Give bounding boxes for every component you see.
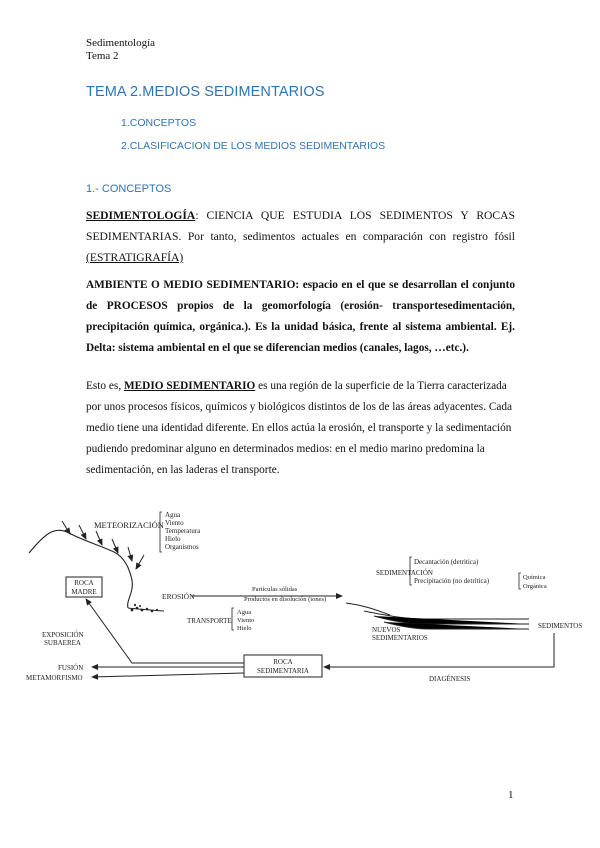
weather-agent: Temperatura [165,527,201,535]
toc-item-2: 2.CLASIFICACION DE LOS MEDIOS SEDIMENTARIOS [121,140,386,152]
label-sedimentacion: SEDIMENTACIÓN [376,569,433,577]
label-sedimentarios: SEDIMENTARIOS [372,634,428,642]
weather-agent: Organismos [165,543,199,551]
diagenesis-arrow [324,633,554,667]
label-sedimentos: SEDIMENTOS [538,622,583,630]
label-decantacion: Decantación (detritica) [414,558,479,566]
term-medio-sedimentario: MEDIO SEDIMENTARIO [123,380,256,392]
header-subject: Sedimentología [86,37,156,49]
header-topic: Tema 2 [86,50,119,62]
brace-weather [160,512,162,552]
page-title: TEMA 2.MEDIOS SEDIMENTARIOS [86,84,325,100]
term-sedimentologia: SEDIMENTOLOGÍA [86,209,196,222]
label-metamorfismo: METAMORFISMO [26,674,83,682]
label-productos: Productos en disolución (iones) [244,596,327,603]
page-number: 1 [508,789,514,801]
toc-item-1: 1.CONCEPTOS [121,117,197,129]
metamorphism-arrow [92,673,244,677]
label-sedimentaria: SEDIMENTARIA [257,667,309,675]
transport-agent: Viento [237,617,255,624]
basin-slope [346,603,390,615]
term-estratigrafia: (ESTRATIGRAFÍA) [86,251,184,264]
paragraph-sedimentologia [86,205,515,268]
prec-type: Química [523,574,546,581]
label-roca-sed: ROCA [273,658,293,666]
debris-pile [131,604,158,612]
page-header [86,37,155,63]
section-heading: 1.- CONCEPTOS [86,183,172,195]
para3-after: es una región de la superficie de la Tierra caracterizada por unos procesos físicos, químicos y biológicos distintos de los de las áreas adyacentes. Cada medio tiene una identidad diferente. En ellos actúa la erosión, el transporte y la sedimentación pudiendo predominar alguno en determinados medios: en el medio marino predomina la sedimentación, en las laderas el transporte. [86,380,513,476]
label-nuevos: NUEVOS [372,626,401,634]
brace-prec [519,573,521,589]
brace-transport [232,608,234,630]
label-madre: MADRE [71,588,97,596]
label-particulas: Partículas sólidas [252,586,298,593]
para1-text: : CIENCIA QUE ESTUDIA LOS SEDIMENTOS Y ROCAS SEDIMENTARIAS. Por tanto, sedimentos actuales en comparación con registro fósil [86,209,515,243]
paragraph-medio [86,376,515,481]
transport-agent: Hielo [237,625,252,632]
sedimentary-cycle-diagram [24,505,583,690]
exposure-arrow [86,599,244,663]
paragraph-ambiente: AMBIENTE O MEDIO SEDIMENTARIO: espacio en el que se desarrollan el conjunto de PROCESOS propios de la geomorfología (erosión- transportesedimentación, precipitación química, orgánica.). Es la unidad básica, frente al sistema ambiental. Ej. Delta: sistema ambiental en el que se diferencian medios (canales, lagos, …etc.). [86,279,515,354]
label-erosion: EROSIÓN [162,592,195,601]
label-subaerea: SUBAEREA [44,639,81,647]
label-meteorizacion: METEORIZACIÓN [94,520,164,530]
weather-agent: Viento [165,519,184,527]
label-precipitacion: Precipitación (no detrítica) [414,577,490,585]
transport-agent: Agua [237,609,252,616]
weather-agent: Hielo [165,535,181,543]
para3-before: Esto es, [86,380,124,392]
label-fusion: FUSIÓN [58,664,84,672]
label-exposicion: EXPOSICIÓN [42,631,84,639]
weather-agent: Agua [165,511,181,519]
label-transporte: TRANSPORTE [187,617,232,625]
label-diagenesis: DIAGÉNESIS [429,675,471,683]
prec-type: Orgánica [523,583,547,590]
label-roca: ROCA [74,579,94,587]
